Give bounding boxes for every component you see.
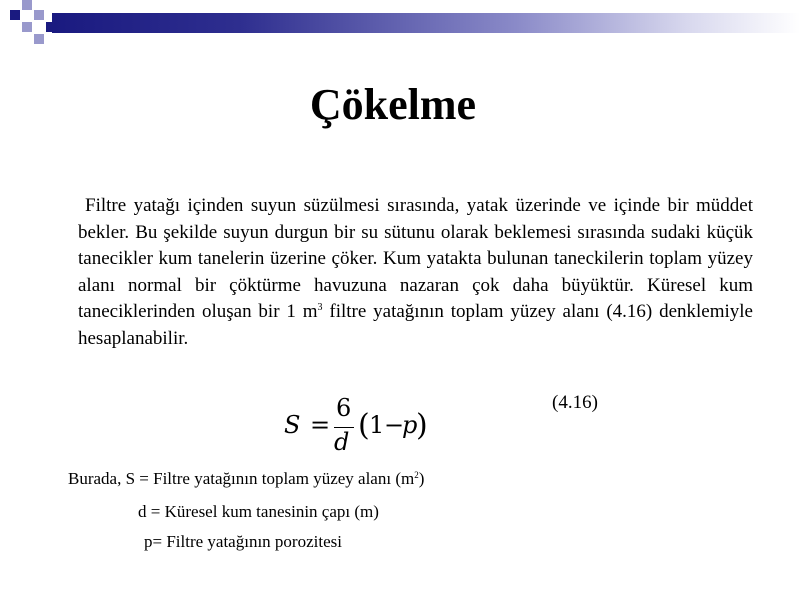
definition-s-text: Burada, S = Filtre yatağının toplam yüzey alanı (m [68,469,415,488]
formula-one: 1 [369,411,385,439]
decor-square [46,22,56,32]
formula-s: S [284,411,301,439]
decor-square [22,22,32,32]
formula-minus: − [384,411,405,439]
decor-square [10,10,20,20]
body-paragraph [78,193,753,352]
paragraph-text: Filtre yatağı içinden suyun süzülmesi sırasında, yatak üzerinde ve içinde bir müddet bekler. Bu şekilde suyun durgun bir su sütunu olarak beklemesi sırasında sudaki küçük tanecikler kum tanelerin üzerine çöker. Kum yatakta bulunan taneckilerin toplam yüzey alanı normal bir çöktürme havuzuna nazaran çok daha büyüktür. Küresel kum taneciklerinden oluşan bir 1 m [78,195,753,322]
formula-right-paren: ) [416,408,428,443]
definition-s [68,469,424,489]
slide-title: Çökelme [309,80,477,129]
superscript-3: 3 [317,302,323,313]
formula-numerator: 6 [336,394,352,422]
decor-square [34,10,44,20]
paragraph-text-end: filtre yatağının toplam yüzey alanı (4.16) denklemiyle hesaplanabilir. [78,301,753,349]
header-gradient-bar [52,13,800,33]
formula-p: p [402,411,418,439]
definition-d: d = Küresel kum tanesinin çapı (m) [138,502,379,521]
formula-denominator: d [334,428,350,456]
definition-s-end: ) [418,469,425,488]
decor-square [22,0,32,10]
formula-equals: = [310,411,331,439]
decor-square [34,34,44,44]
formula-left-paren: ( [358,408,370,443]
equation-number: (4.16) [552,392,598,413]
definition-p: p= Filtre yatağının porozitesi [144,532,342,551]
superscript-2: 2 [414,470,419,480]
